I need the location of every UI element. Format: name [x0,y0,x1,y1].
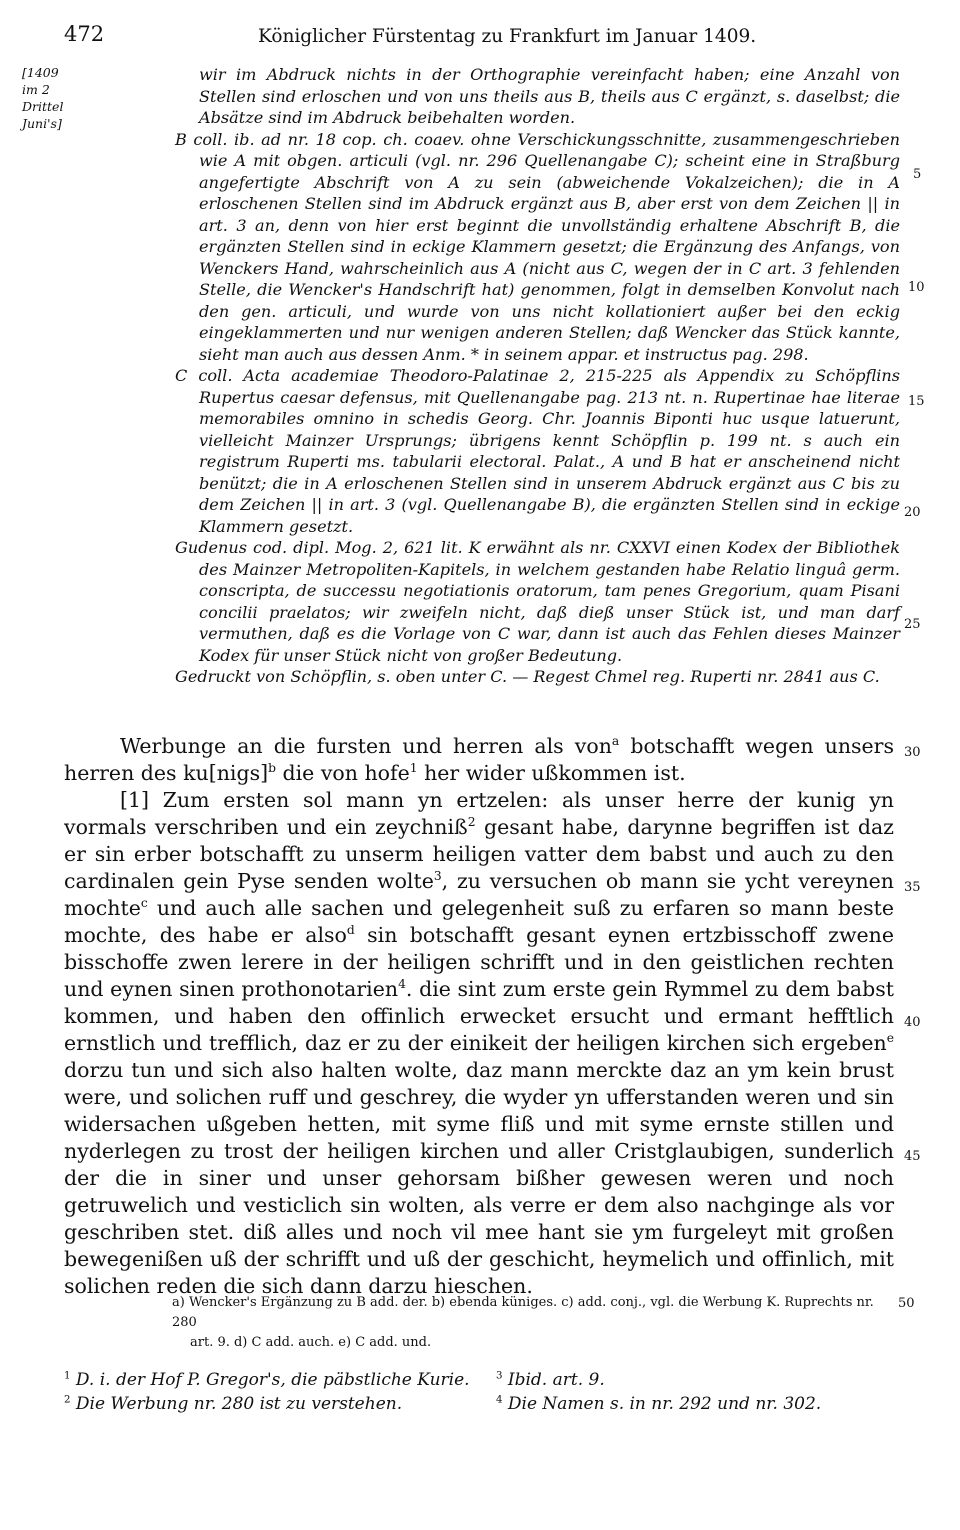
document-heading [64,733,894,787]
margin-note-date [22,64,82,132]
article-1 [64,787,894,1300]
line-number: 35 [904,880,921,895]
variant-marker: e [886,1031,894,1046]
footnote-number: 2 [64,1394,71,1406]
source-apparatus [175,64,900,688]
article-text: dorzu tun und sich also halten wolte, daz mann merckte daz an ym kein brust were, und solichen ruff und geschrey, die wyder yn ufferstanden weren und sin widersachen ußgeben hetten, mit syme fliß und mit syme ernste stillen und nyderlegen zu trost der heiligen kirchen und aller Cristglaubigen, sunderlich der die in siner und unser gehorsam bißher gewesen weren und noch getruwelich und vesticlich sin wolten, als verre er dem also nachginge als vor geschriben stet. diß alles und noch vil mee hant sie ym furgeleyt mit großen bewegenißen uß der schrifft und uß der geschicht, heymelich und offinlich, mit solichen reden die sich dann darzu hieschen. [64,1058,894,1298]
variant-notes-line: art. 9. d) C add. auch. e) C add. und. [190,1335,432,1350]
footnote-3 [496,1368,605,1392]
article-text: , zu versuchen ob mann sie ycht vereynen mochte [64,869,894,920]
footnote-marker: 1 [409,761,418,776]
line-number: 25 [904,617,921,632]
heading-text: her wider ußkommen ist. [417,761,686,785]
heading-text: botschafft wegen unsers herren des ku[nigs] [64,734,894,785]
footnote-marker: 3 [433,869,442,884]
footnote-number: 1 [64,1370,71,1382]
article-text: und auch alle sachen und gelegenheit suß zu erfaren so mann beste mochte, des habe er also [64,896,894,947]
line-number: 40 [904,1015,921,1030]
margin-note-line: Juni's] [22,116,62,131]
article-text: gesant habe, darynne begriffen ist daz er sin erber botschafft zu unserm heiligen vatter dem babst und auch zu den cardinalen gein Pyse senden wolte [64,815,894,893]
main-text [64,733,894,1300]
footnote-2 [64,1392,402,1416]
variant-marker: b [268,761,276,776]
footnote-text: D. i. der Hof P. Gregor's, die päbstliche Kurie. [75,1370,470,1390]
apparatus-paragraph-printed: Gedruckt von Schöpflin, s. oben unter C. — Regest Chmel reg. Ruperti nr. 2841 aus C. [175,667,880,686]
footnote-number: 3 [496,1370,503,1382]
variant-notes [172,1293,892,1353]
apparatus-paragraph-b: B coll. ib. ad nr. 18 cop. ch. coaev. ohne Verschickungsschnitte, zusammengeschrieben wie A mit obgen. articuli (vgl. nr. 296 Quellenangabe C); scheint eine in Straßburg angefertigte Abschrift von A zu sein (abweichende Vokalzeichen); die in A erloschenen Stellen sind im Abdruck ergänzt aus B, aber erst von dem Zeichen || in art. 3 an, denn von hier erst beginnt die unvollständig erhaltene Abschrift B, die ergänzten Stellen sind in eckige Klammern gesetzt; die Ergänzung des Anfangs, von Wenckers Hand, wahrscheinlich aus A (nicht aus C, wegen der in C art. 3 fehlenden Stelle, die Wencker's Handschrift hat) genommen, folgt in demselben Konvolut nach den gen. articuli, und wurde von uns nicht kollationiert außer bei den eckig eingeklammerten und nur wenigen anderen Stellen; daß Wencker das Stück kannte, sieht man auch aus dessen Anm. * in seinem appar. et instructus pag. 298. [175,129,900,364]
apparatus-paragraph-c: C coll. Acta academiae Theodoro-Palatinae 2, 215-225 als Appendix zu Schöpflins Rupertus caesar defensus, mit Quellenangabe pag. 213 nt. n. Rupertinae hae literae memorabiles omnino in schedis Georg. Chr. Joannis Biponti huc usque latuerunt, vielleicht Mainzer Ursprungs; übrigens kennt Schöpflin p. 199 nt. s auch ein registrum Ruperti ms. tabularii electoral. Palat., A und B hat er anscheinend nicht benützt; die in A erloschenen Stellen sind in unserem Abdruck ergänzt aus C bis zu dem Zeichen || in art. 3 (vgl. Quellenangabe B), die ergänzten Stellen sind in eckige Klammern gesetzt. [175,366,900,536]
line-number: 50 [898,1296,915,1311]
line-number: 5 [913,167,922,182]
article-text: sin botschafft gesant eynen ertzbisschoff zwene bisschoffe zwen lerere in der heiligen schrifft und in den geistlichen rechten und eynen sinen prothonotarien [64,923,894,1001]
footnote-number: 4 [496,1394,503,1406]
apparatus-paragraph-gudenus: Gudenus cod. dipl. Mog. 2, 621 lit. K erwähnt als nr. CXXVI einen Kodex der Bibliothek des Mainzer Metropoliten-Kapitels, in welchem gestanden habe Relatio linguâ germ. conscripta, de successu negotiationis oratorum, tam penes Gregorium, quam Pisani concilii praelatos; wir zweifeln nicht, daß dieß unser Stück ist, und man darf vermuthen, daß es die Vorlage von C war, dann ist auch das Fehlen dieses Mainzer Kodex für unser Stück nicht von großer Bedeutung. [175,538,900,665]
article-text: [1] Zum ersten sol mann yn ertzelen: als unser herre der kunig yn vormals verschriben und ein zeychniß [64,788,894,839]
line-number: 30 [904,745,921,760]
footnote-marker: 4 [398,977,406,992]
margin-note-line: [1409 [22,65,59,80]
margin-note-line: im 2 [22,82,50,97]
footnote-1 [64,1368,470,1392]
line-number: 15 [908,394,925,409]
footnote-4 [496,1392,821,1416]
footnote-text: Die Namen s. in nr. 292 und nr. 302. [507,1394,822,1414]
heading-text: Werbunge an die fursten und herren als von [120,734,612,758]
margin-note-line: Drittel [22,99,64,114]
footnote-text: Die Werbung nr. 280 ist zu verstehen. [75,1394,403,1414]
article-text: . die sint zum erste gein Rymmel zu dem babst kommen, und haben den offinlich erwecket ersucht und ermant hefftlich ernstlich und trefflich, daz er zu der einikeit der heiligen kirchen sich ergeben [64,977,894,1055]
line-number: 10 [908,280,925,295]
heading-text: die von hofe [275,761,410,785]
footnote-marker: 2 [467,815,476,830]
line-number: 20 [904,505,921,520]
variant-marker: d [346,923,355,938]
line-number: 45 [904,1149,921,1164]
variant-notes-line: a) Wencker's Ergänzung zu B add. der. b) ebenda küniges. c) add. conj., vgl. die Werbung K. Ruprechts nr. 280 [172,1295,874,1330]
footnote-text: Ibid. art. 9. [507,1370,605,1390]
variant-marker: c [140,896,148,911]
running-title: Königlicher Fürstentag zu Frankfurt im Januar 1409. [258,26,757,47]
page-number: 472 [64,22,105,46]
apparatus-paragraph: wir im Abdruck nichts in der Orthographie vereinfacht haben; eine Anzahl von Stellen sind erloschen und von uns theils aus B, theils aus C ergänzt, s. daselbst; die Absätze sind im Abdruck beibehalten worden. [199,65,900,127]
variant-marker: a [611,734,620,749]
